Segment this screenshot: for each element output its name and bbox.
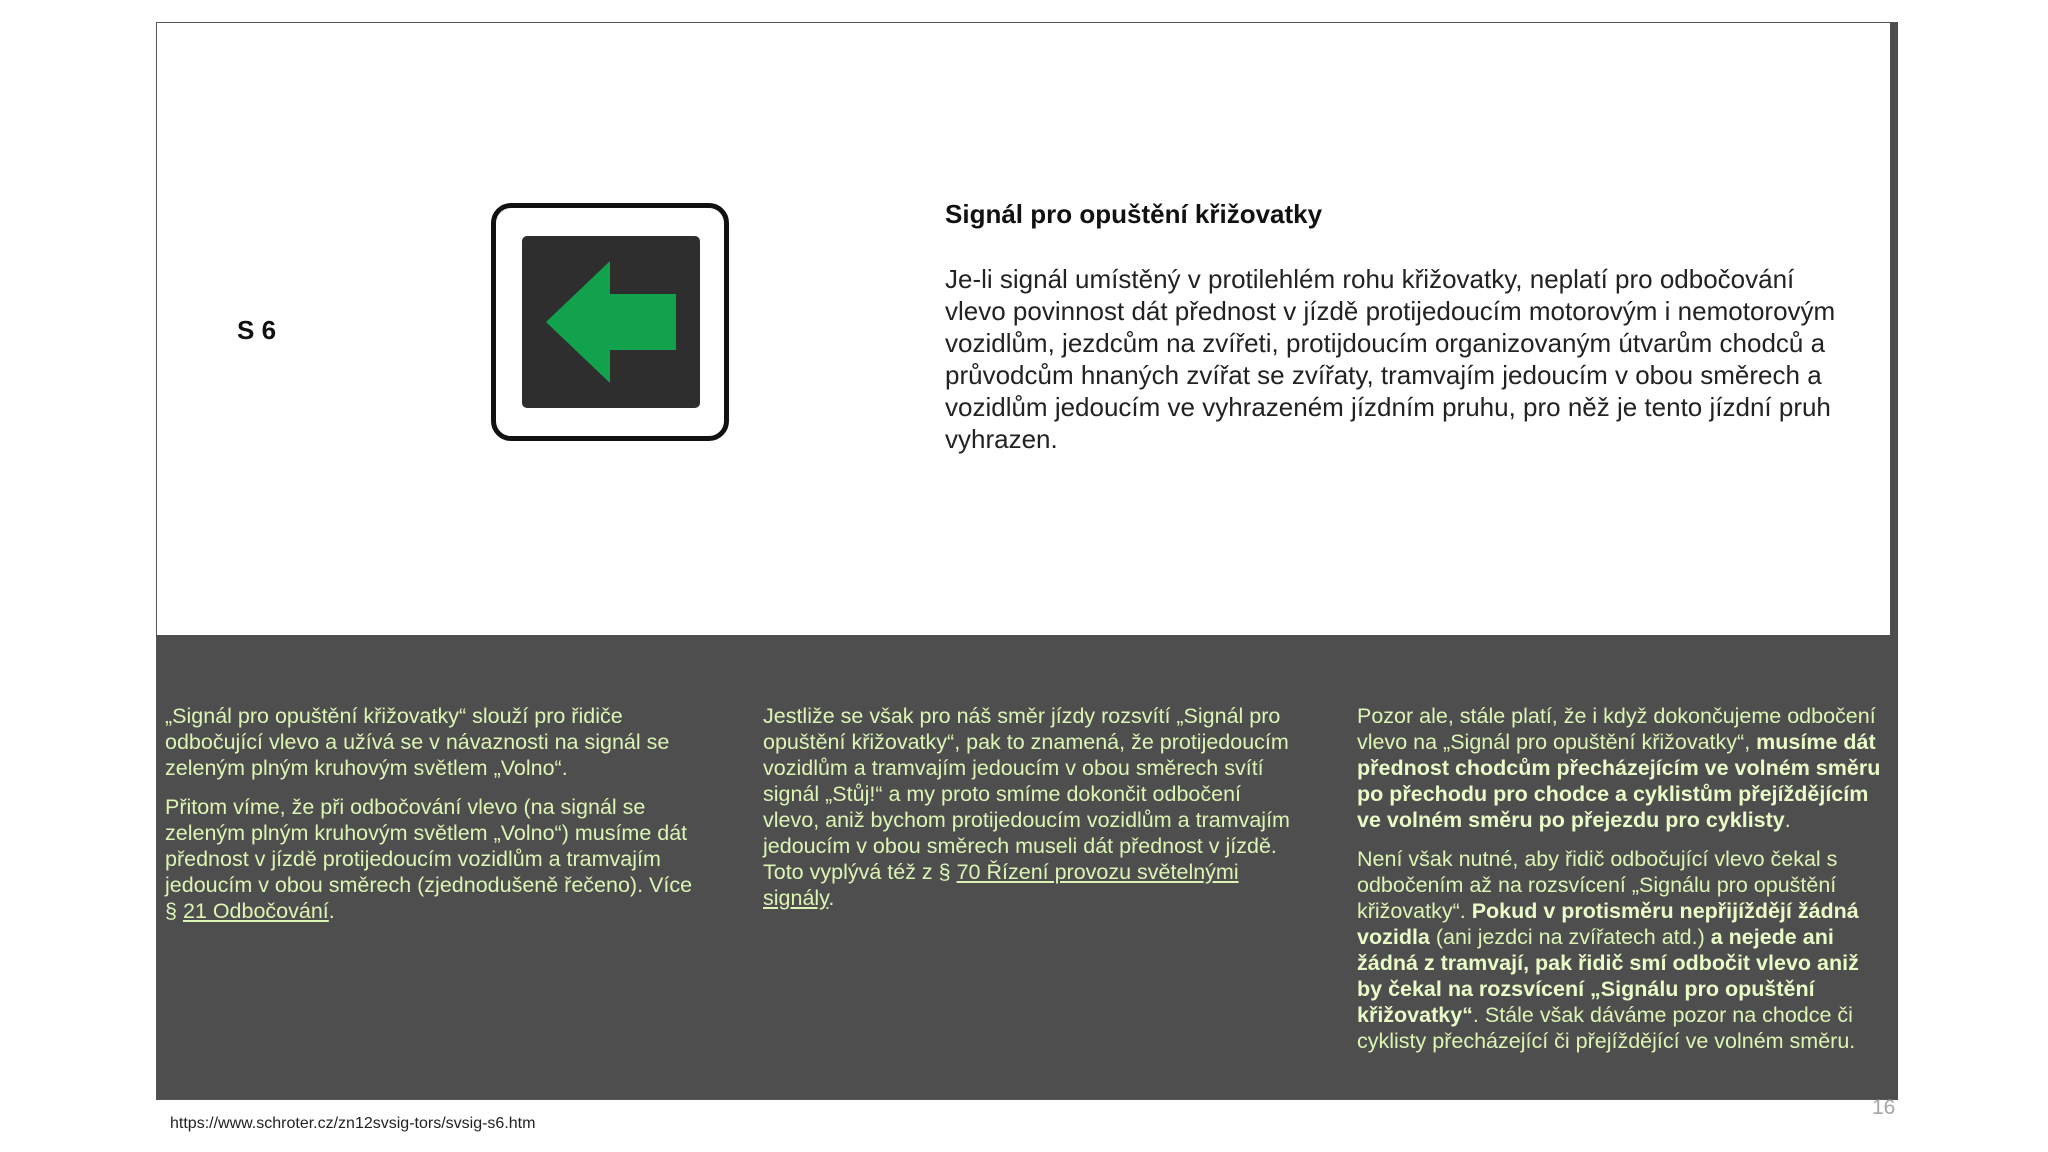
link-rizeni-provozu[interactable]: 70 Řízení provozu světelnými signály: [763, 860, 1239, 910]
signal-description: Je-li signál umístěný v protilehlém rohu křižovatky, neplatí pro odbočování vlevo povinnost dát přednost v jízdě protijedoucím motorovým i nemotorovým vozidlům, jezdcům na zvířeti, protijdoucím organizovaným útvarům chodců a průvodcům hnaných zvířat se zvířaty, tramvajím jedoucím v obou směrech a vozidlům jedoucím ve vyhrazeném jízdním pruhu, pro něž je tento jízdní pruh vyhrazen.: [945, 264, 1836, 454]
link-odbocovani[interactable]: 21 Odbočování: [182, 899, 329, 923]
col1-paragraph-1: „Signál pro opuštění křižovatky“ slouží pro řidiče odbočující vlevo a užívá se v návaznosti na signál se zeleným plným kruhovým světlem „Volno“.: [165, 704, 670, 780]
col2-paragraph-1: [763, 703, 1303, 911]
green-left-arrow-signal-icon: [522, 236, 700, 408]
col1-paragraph-2-text: Přitom víme, že při odbočování vlevo (na signál se zeleným plným kruhovým světlem „Volno“) musíme dát přednost v jízdě protijedoucím vozidlům a tramvajím jedoucím v obou směrech (zjednodušeně řečeno). Více §: [165, 795, 693, 923]
sign-code: S 6: [237, 315, 277, 345]
page-number: 16: [1872, 1096, 1896, 1119]
col3-p1-text-c: .: [1784, 808, 1791, 832]
sign-panel: [157, 23, 1890, 635]
col2-paragraph-1-text: Jestliže se však pro náš směr jízdy rozsvítí „Signál pro opuštění křižovatky“, pak to znamená, že protijedoucím vozidlům a tramvajím jedoucím v obou směrech svítí signál „Stůj!“ a my proto smíme dokončit odbočení vlevo, aniž bychom protijedoucím vozidlům a tramvajím jedoucím v obou směrech museli dát přednost v jízdě. Toto vyplývá též z §: [763, 704, 1290, 884]
col1-paragraph-2-end: .: [328, 899, 335, 923]
col2-paragraph-1-end: .: [828, 886, 835, 910]
green-left-arrow-icon: [546, 261, 676, 383]
traffic-signal-housing: [491, 203, 729, 441]
col3-p2-bold-b: Pokud v protisměru nepřijíždějí žádná vozidla: [1357, 899, 1859, 949]
explanation-column-1: [165, 703, 705, 937]
source-url[interactable]: https://www.schroter.cz/zn12svsig-tors/svsig-s6.htm: [170, 1115, 536, 1132]
slide: [156, 22, 1898, 1100]
signal-lens: [522, 236, 700, 408]
col3-p2-text-a: Není však nutné, aby řidič odbočující vlevo čekal s odbočením až na rozsvícení „Signálu pro opuštění křižovatky“.: [1357, 847, 1838, 923]
explanation-column-3: [1357, 703, 1887, 1067]
col3-paragraph-1: [1357, 703, 1887, 833]
signal-title: Signál pro opuštění křižovatky: [945, 199, 1323, 229]
col3-p2-text-c: (ani jezdci na zvířatech atd.): [1429, 925, 1711, 949]
col1-paragraph-2: [165, 794, 705, 924]
col3-p2-text-e: . Stále však dáváme pozor na chodce či cyklisty přecházející či přejíždějící ve volném směru.: [1357, 1003, 1856, 1053]
col3-paragraph-2: [1357, 846, 1887, 1054]
explanation-panel: [157, 635, 1890, 1100]
explanation-column-2: [763, 703, 1303, 924]
col3-p2-bold-d: a nejede ani žádná z tramvají, pak řidič smí odbočit vlevo aniž by čekal na rozsvícení „Signálu pro opuštění křižovatky“: [1357, 925, 1859, 1027]
col3-p1-bold: musíme dát přednost chodcům přecházejícím ve volném směru po přechodu pro chodce a cyklistům přejíždějícím ve volném směru po přejezdu pro cyklisty: [1357, 730, 1881, 832]
col3-p1-text-a: Pozor ale, stále platí, že i když dokončujeme odbočení vlevo na „Signál pro opuštění křižovatky“,: [1357, 704, 1876, 754]
